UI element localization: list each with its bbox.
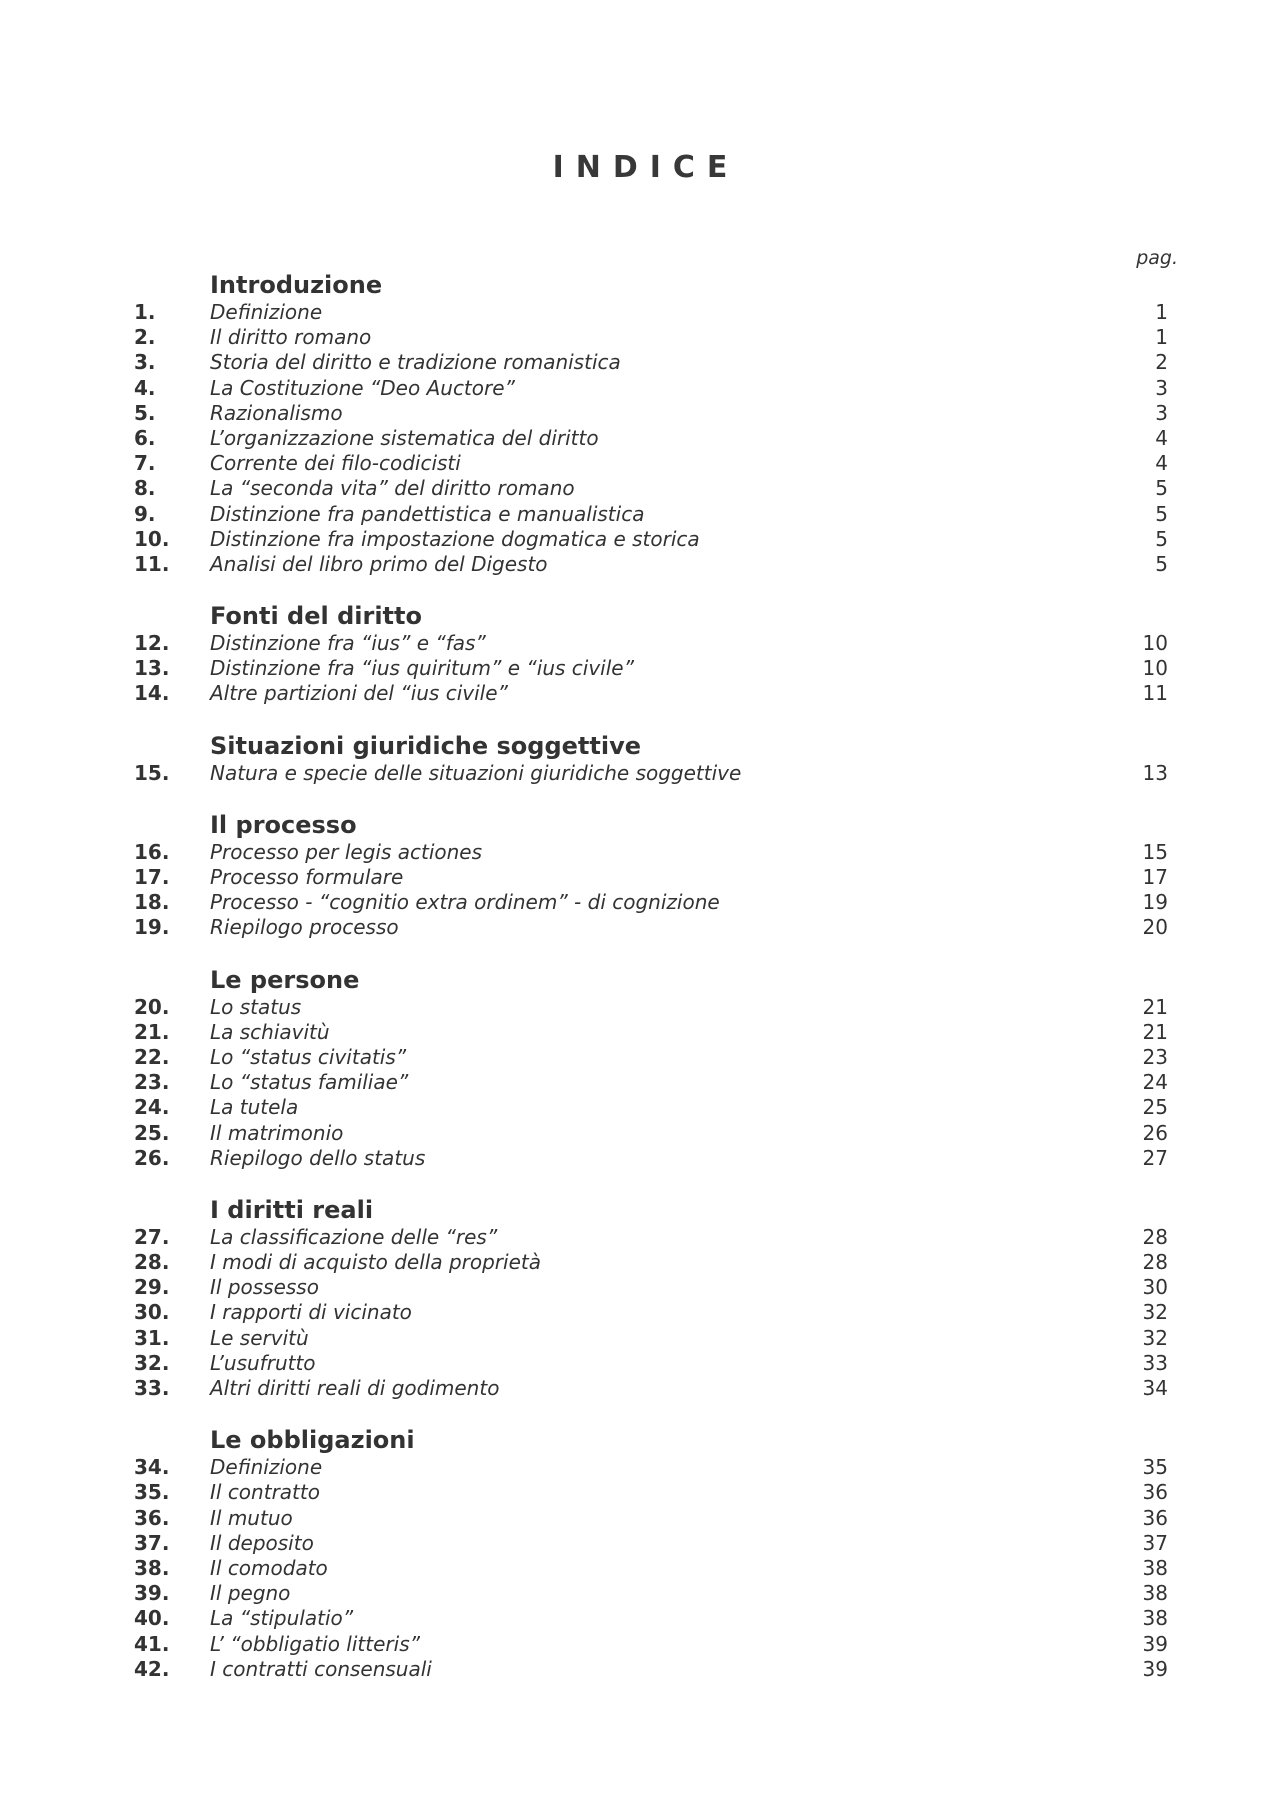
entry-number: 3. — [134, 350, 156, 375]
entry-title: Lo “status civitatis” — [210, 1044, 407, 1069]
entry-page: 28 — [1142, 1250, 1168, 1275]
entry-page: 20 — [1142, 915, 1168, 940]
toc-entry — [0, 1275, 1280, 1300]
entry-title: Il comodato — [210, 1555, 328, 1580]
toc-entry — [0, 1070, 1280, 1095]
entry-number: 32. — [134, 1350, 170, 1375]
entry-title: Natura e specie delle situazioni giuridiche soggettive — [210, 760, 742, 785]
toc-entry — [0, 1020, 1280, 1045]
entry-page: 4 — [1155, 451, 1168, 476]
entry-number: 4. — [134, 375, 156, 400]
entry-page: 25 — [1142, 1095, 1168, 1120]
entry-number: 1. — [134, 300, 156, 324]
entry-number: 22. — [134, 1044, 170, 1069]
entry-page: 39 — [1142, 1656, 1168, 1681]
toc-entry — [0, 1556, 1280, 1581]
entry-number: 26. — [134, 1145, 170, 1170]
entry-title: Razionalismo — [210, 400, 343, 425]
toc-section — [0, 1195, 1280, 1401]
toc-section — [0, 810, 1280, 941]
entry-title: Corrente dei filo-codicisti — [210, 451, 461, 476]
entry-page: 30 — [1142, 1275, 1168, 1300]
entry-number: 27. — [134, 1224, 170, 1249]
entry-number: 37. — [134, 1530, 170, 1555]
entry-title: Il pegno — [210, 1581, 291, 1606]
page-column-label: pag. — [1136, 247, 1178, 269]
toc-entry — [0, 451, 1280, 476]
entry-page: 37 — [1142, 1530, 1168, 1555]
section-title: Il processo — [210, 810, 357, 839]
section-title: Le obbligazioni — [210, 1426, 415, 1455]
entry-number: 7. — [134, 451, 156, 476]
toc-entry — [0, 1480, 1280, 1505]
entry-number: 42. — [134, 1656, 170, 1681]
entry-number: 16. — [134, 839, 170, 864]
entry-page: 1 — [1155, 300, 1168, 324]
entry-number: 36. — [134, 1505, 170, 1530]
entry-title: Riepilogo dello status — [210, 1145, 426, 1170]
entry-number: 10. — [134, 526, 170, 551]
entry-title: I contratti consensuali — [210, 1656, 432, 1681]
entry-number: 34. — [134, 1455, 170, 1480]
entry-title: Processo per legis actiones — [210, 839, 483, 864]
toc-entry — [0, 656, 1280, 681]
entry-page: 35 — [1142, 1455, 1168, 1480]
entry-title: La tutela — [210, 1095, 299, 1120]
toc-entry — [0, 300, 1280, 325]
toc-entry — [0, 890, 1280, 915]
entry-number: 6. — [134, 425, 156, 450]
entry-page: 33 — [1142, 1350, 1168, 1375]
toc-entry — [0, 1351, 1280, 1376]
toc-entry — [0, 1326, 1280, 1351]
entry-title: L’usufrutto — [210, 1350, 316, 1375]
toc-entry — [0, 761, 1280, 786]
entry-number: 13. — [134, 656, 170, 681]
entry-page: 38 — [1142, 1581, 1168, 1606]
toc-entry — [0, 1095, 1280, 1120]
entry-title: Le servitù — [210, 1325, 309, 1350]
entry-page: 3 — [1155, 375, 1168, 400]
entry-page: 10 — [1142, 631, 1168, 656]
entry-page: 4 — [1155, 425, 1168, 450]
toc-entry — [0, 1632, 1280, 1657]
entry-number: 25. — [134, 1120, 170, 1145]
toc-entry — [0, 502, 1280, 527]
entry-page: 27 — [1142, 1145, 1168, 1170]
entry-number: 33. — [134, 1376, 170, 1400]
section-title: I diritti reali — [210, 1195, 374, 1224]
entry-page: 39 — [1142, 1631, 1168, 1656]
entry-title: Processo - “cognitio extra ordinem” - di cognizione — [210, 890, 720, 915]
toc-entry — [0, 865, 1280, 890]
toc-entry — [0, 325, 1280, 350]
entry-title: Distinzione fra “ius” e “fas” — [210, 631, 486, 656]
toc-entry — [0, 527, 1280, 552]
entry-number: 31. — [134, 1325, 170, 1350]
toc-entry — [0, 1581, 1280, 1606]
entry-page: 21 — [1142, 1019, 1168, 1044]
entry-number: 28. — [134, 1250, 170, 1275]
toc-entry — [0, 1045, 1280, 1070]
entry-number: 30. — [134, 1300, 170, 1325]
toc-entry — [0, 350, 1280, 375]
toc-entry — [0, 1146, 1280, 1171]
entry-number: 9. — [134, 501, 156, 526]
toc-entry — [0, 552, 1280, 577]
entry-title: Altri diritti reali di godimento — [210, 1376, 500, 1400]
toc-section — [0, 601, 1280, 707]
entry-page: 32 — [1142, 1300, 1168, 1325]
entry-page: 38 — [1142, 1606, 1168, 1631]
entry-number: 40. — [134, 1606, 170, 1631]
entry-title: Altre partizioni del “ius civile” — [210, 681, 508, 706]
entry-page: 23 — [1142, 1044, 1168, 1069]
entry-number: 14. — [134, 681, 170, 706]
toc-entry — [0, 401, 1280, 426]
entry-number: 11. — [134, 551, 170, 576]
toc-entry — [0, 681, 1280, 706]
entry-number: 41. — [134, 1631, 170, 1656]
entry-title: I rapporti di vicinato — [210, 1300, 412, 1325]
entry-page: 28 — [1142, 1224, 1168, 1249]
toc-entry — [0, 840, 1280, 865]
entry-title: Distinzione fra “ius quiritum” e “ius civile” — [210, 656, 634, 681]
entry-number: 20. — [134, 994, 170, 1019]
entry-page: 5 — [1155, 551, 1168, 576]
entry-title: La classificazione delle “res” — [210, 1224, 498, 1249]
toc-entry — [0, 1225, 1280, 1250]
toc-entry — [0, 1606, 1280, 1631]
toc-entry — [0, 995, 1280, 1020]
entry-title: Il deposito — [210, 1530, 314, 1555]
toc-entry — [0, 631, 1280, 656]
section-title: Situazioni giuridiche soggettive — [210, 731, 642, 760]
entry-title: Definizione — [210, 300, 323, 324]
entry-title: La Costituzione “Deo Auctore” — [210, 375, 515, 400]
entry-number: 17. — [134, 865, 170, 889]
entry-title: La “seconda vita” del diritto romano — [210, 476, 575, 501]
entry-page: 15 — [1142, 839, 1168, 864]
toc-section — [0, 1425, 1280, 1682]
entry-title: La “stipulatio” — [210, 1606, 354, 1631]
entry-number: 5. — [134, 400, 156, 425]
toc-entry — [0, 426, 1280, 451]
entry-number: 19. — [134, 915, 170, 940]
entry-page: 13 — [1142, 760, 1168, 785]
entry-page: 3 — [1155, 400, 1168, 425]
toc-entry — [0, 376, 1280, 401]
entry-number: 2. — [134, 325, 156, 350]
entry-number: 29. — [134, 1275, 170, 1300]
entry-number: 15. — [134, 760, 170, 785]
entry-page: 5 — [1155, 526, 1168, 551]
section-title: Fonti del diritto — [210, 602, 422, 631]
toc-entry — [0, 1455, 1280, 1480]
entry-title: L’ “obbligatio litteris” — [210, 1631, 420, 1656]
entry-page: 10 — [1142, 656, 1168, 681]
entry-number: 8. — [134, 476, 156, 501]
entry-page: 36 — [1142, 1505, 1168, 1530]
toc-entry — [0, 1300, 1280, 1325]
toc-entry — [0, 1531, 1280, 1556]
entry-page: 34 — [1142, 1376, 1168, 1400]
entry-page: 5 — [1155, 501, 1168, 526]
toc-section — [0, 270, 1280, 577]
entry-title: Il mutuo — [210, 1505, 293, 1530]
entry-number: 38. — [134, 1555, 170, 1580]
entry-title: Il diritto romano — [210, 325, 372, 350]
entry-title: Il possesso — [210, 1275, 319, 1300]
entry-title: L’organizzazione sistematica del diritto — [210, 425, 599, 450]
entry-page: 21 — [1142, 994, 1168, 1019]
entry-title: Processo formulare — [210, 865, 404, 889]
entry-number: 39. — [134, 1581, 170, 1606]
entry-number: 35. — [134, 1480, 170, 1505]
entry-title: Distinzione fra impostazione dogmatica e storica — [210, 526, 700, 551]
entry-title: Lo “status familiae” — [210, 1070, 409, 1095]
toc-entry — [0, 1250, 1280, 1275]
entry-page: 11 — [1142, 681, 1168, 706]
toc-entry — [0, 1506, 1280, 1531]
entry-page: 36 — [1142, 1480, 1168, 1505]
toc-entry — [0, 1657, 1280, 1682]
entry-page: 19 — [1142, 890, 1168, 915]
section-title: Introduzione — [210, 271, 383, 299]
entry-title: Il contratto — [210, 1480, 320, 1505]
toc-entry — [0, 476, 1280, 501]
entry-page: 2 — [1155, 350, 1168, 375]
table-of-contents — [0, 270, 1280, 1706]
entry-number: 21. — [134, 1019, 170, 1044]
entry-title: Il matrimonio — [210, 1120, 344, 1145]
entry-page: 17 — [1142, 865, 1168, 889]
toc-entry — [0, 1376, 1280, 1401]
entry-number: 12. — [134, 631, 170, 656]
toc-entry — [0, 1121, 1280, 1146]
page-title: INDICE — [552, 150, 740, 185]
entry-title: La schiavitù — [210, 1019, 330, 1044]
entry-page: 26 — [1142, 1120, 1168, 1145]
toc-section — [0, 731, 1280, 786]
toc-section — [0, 965, 1280, 1171]
entry-page: 1 — [1155, 325, 1168, 350]
entry-page: 38 — [1142, 1555, 1168, 1580]
entry-title: I modi di acquisto della proprietà — [210, 1250, 541, 1275]
entry-title: Analisi del libro primo del Digesto — [210, 551, 548, 576]
entry-title: Riepilogo processo — [210, 915, 399, 940]
entry-page: 5 — [1155, 476, 1168, 501]
section-title: Le persone — [210, 965, 360, 994]
entry-title: Storia del diritto e tradizione romanistica — [210, 350, 621, 375]
entry-title: Lo status — [210, 994, 302, 1019]
entry-number: 18. — [134, 890, 170, 915]
entry-title: Distinzione fra pandettistica e manualistica — [210, 501, 645, 526]
entry-page: 24 — [1142, 1070, 1168, 1095]
entry-title: Definizione — [210, 1455, 323, 1480]
entry-number: 24. — [134, 1095, 170, 1120]
entry-number: 23. — [134, 1070, 170, 1095]
toc-entry — [0, 915, 1280, 940]
entry-page: 32 — [1142, 1325, 1168, 1350]
